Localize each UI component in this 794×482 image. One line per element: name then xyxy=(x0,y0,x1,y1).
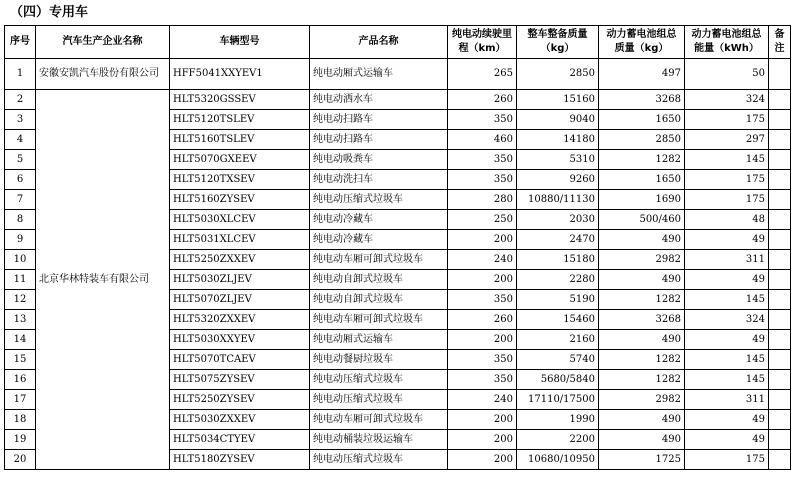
curb-mass: 2200 xyxy=(517,430,599,450)
battery-energy: 145 xyxy=(685,150,769,170)
product-name: 纯电动自卸式垃圾车 xyxy=(310,290,448,310)
product-name: 纯电动压缩式垃圾车 xyxy=(310,370,448,390)
curb-mass: 5740 xyxy=(517,350,599,370)
battery-mass: 1282 xyxy=(599,370,685,390)
header-battery-mass: 动力蓄电池组总质量（kg） xyxy=(599,26,685,59)
header-range: 纯电动续驶里程（km） xyxy=(448,26,517,59)
curb-mass: 2470 xyxy=(517,230,599,250)
range-km: 260 xyxy=(448,90,517,110)
vehicle-model: HLT5070TCAEV xyxy=(170,350,310,370)
range-km: 350 xyxy=(448,170,517,190)
range-km: 280 xyxy=(448,190,517,210)
header-row xyxy=(5,26,791,59)
range-km: 200 xyxy=(448,270,517,290)
row-number: 1 xyxy=(5,59,36,90)
battery-energy: 49 xyxy=(685,330,769,350)
note xyxy=(769,330,791,350)
row-number: 10 xyxy=(5,250,36,270)
battery-energy: 175 xyxy=(685,110,769,130)
battery-energy: 175 xyxy=(685,450,769,470)
product-name: 纯电动车厢可卸式垃圾车 xyxy=(310,410,448,430)
range-km: 200 xyxy=(448,230,517,250)
range-km: 200 xyxy=(448,410,517,430)
row-number: 19 xyxy=(5,430,36,450)
vehicle-model: HLT5320ZXXEV xyxy=(170,310,310,330)
row-number: 13 xyxy=(5,310,36,330)
battery-mass: 490 xyxy=(599,430,685,450)
battery-energy: 311 xyxy=(685,250,769,270)
curb-mass: 5190 xyxy=(517,290,599,310)
battery-mass: 1282 xyxy=(599,350,685,370)
battery-energy: 175 xyxy=(685,170,769,190)
row-number: 4 xyxy=(5,130,36,150)
battery-energy: 297 xyxy=(685,130,769,150)
vehicle-model: HLT5070GXEEV xyxy=(170,150,310,170)
range-km: 200 xyxy=(448,450,517,470)
company-name: 安徽安凯汽车股份有限公司 xyxy=(36,59,170,90)
row-number: 18 xyxy=(5,410,36,430)
table-row xyxy=(5,90,791,110)
vehicle-table xyxy=(4,25,791,470)
header-no: 序号 xyxy=(5,26,36,59)
note xyxy=(769,370,791,390)
note xyxy=(769,310,791,330)
battery-energy: 50 xyxy=(685,59,769,90)
product-name: 纯电动厢式运输车 xyxy=(310,330,448,350)
row-number: 7 xyxy=(5,190,36,210)
note xyxy=(769,290,791,310)
product-name: 纯电动车厢可卸式垃圾车 xyxy=(310,250,448,270)
note xyxy=(769,170,791,190)
header-energy: 动力蓄电池组总能量（kWh） xyxy=(685,26,769,59)
row-number: 16 xyxy=(5,370,36,390)
row-number: 9 xyxy=(5,230,36,250)
range-km: 200 xyxy=(448,430,517,450)
product-name: 纯电动吸粪车 xyxy=(310,150,448,170)
battery-mass: 490 xyxy=(599,330,685,350)
range-km: 350 xyxy=(448,150,517,170)
row-number: 15 xyxy=(5,350,36,370)
vehicle-model: HLT5320GSSEV xyxy=(170,90,310,110)
curb-mass: 15180 xyxy=(517,250,599,270)
header-product: 产品名称 xyxy=(310,26,448,59)
battery-mass: 3268 xyxy=(599,90,685,110)
vehicle-model: HLT5250ZXXEV xyxy=(170,250,310,270)
battery-mass: 2850 xyxy=(599,130,685,150)
company-name: 北京华林特装车有限公司 xyxy=(36,90,170,470)
note xyxy=(769,410,791,430)
product-name: 纯电动厢式运输车 xyxy=(310,59,448,90)
row-number: 14 xyxy=(5,330,36,350)
battery-energy: 49 xyxy=(685,270,769,290)
range-km: 350 xyxy=(448,290,517,310)
note xyxy=(769,59,791,90)
row-number: 17 xyxy=(5,390,36,410)
range-km: 350 xyxy=(448,370,517,390)
vehicle-model: HLT5160TSLEV xyxy=(170,130,310,150)
curb-mass: 9260 xyxy=(517,170,599,190)
product-name: 纯电动扫路车 xyxy=(310,130,448,150)
row-number: 2 xyxy=(5,90,36,110)
curb-mass: 2280 xyxy=(517,270,599,290)
battery-mass: 1650 xyxy=(599,110,685,130)
battery-mass: 2982 xyxy=(599,390,685,410)
vehicle-model: HLT5030ZLJEV xyxy=(170,270,310,290)
product-name: 纯电动压缩式垃圾车 xyxy=(310,390,448,410)
product-name: 纯电动洗扫车 xyxy=(310,170,448,190)
battery-mass: 1282 xyxy=(599,150,685,170)
product-name: 纯电动冷藏车 xyxy=(310,210,448,230)
battery-energy: 145 xyxy=(685,290,769,310)
product-name: 纯电动压缩式垃圾车 xyxy=(310,450,448,470)
product-name: 纯电动桶装垃圾运输车 xyxy=(310,430,448,450)
note xyxy=(769,230,791,250)
curb-mass: 15160 xyxy=(517,90,599,110)
vehicle-model: HLT5034CTYEV xyxy=(170,430,310,450)
row-number: 8 xyxy=(5,210,36,230)
product-name: 纯电动冷藏车 xyxy=(310,230,448,250)
curb-mass: 14180 xyxy=(517,130,599,150)
curb-mass: 2850 xyxy=(517,59,599,90)
vehicle-model: HFF5041XXYEV1 xyxy=(170,59,310,90)
vehicle-model: HLT5030ZXXEV xyxy=(170,410,310,430)
battery-mass: 497 xyxy=(599,59,685,90)
note xyxy=(769,210,791,230)
vehicle-model: HLT5160ZYSEV xyxy=(170,190,310,210)
row-number: 11 xyxy=(5,270,36,290)
row-number: 12 xyxy=(5,290,36,310)
product-name: 纯电动扫路车 xyxy=(310,110,448,130)
range-km: 350 xyxy=(448,110,517,130)
battery-mass: 490 xyxy=(599,270,685,290)
vehicle-model: HLT5250ZYSEV xyxy=(170,390,310,410)
product-name: 纯电动自卸式垃圾车 xyxy=(310,270,448,290)
range-km: 265 xyxy=(448,59,517,90)
battery-energy: 48 xyxy=(685,210,769,230)
battery-mass: 1690 xyxy=(599,190,685,210)
header-mass: 整车整备质量（kg） xyxy=(517,26,599,59)
vehicle-model: HLT5120TXSEV xyxy=(170,170,310,190)
vehicle-model: HLT5070ZLJEV xyxy=(170,290,310,310)
curb-mass: 2030 xyxy=(517,210,599,230)
battery-energy: 311 xyxy=(685,390,769,410)
header-model: 车辆型号 xyxy=(170,26,310,59)
row-number: 6 xyxy=(5,170,36,190)
range-km: 240 xyxy=(448,390,517,410)
curb-mass: 2160 xyxy=(517,330,599,350)
row-number: 20 xyxy=(5,450,36,470)
vehicle-model: HLT5075ZYSEV xyxy=(170,370,310,390)
vehicle-model: HLT5031XLCEV xyxy=(170,230,310,250)
battery-mass: 490 xyxy=(599,410,685,430)
battery-energy: 324 xyxy=(685,90,769,110)
table-row xyxy=(5,59,791,90)
note xyxy=(769,150,791,170)
header-note: 备注 xyxy=(769,26,791,59)
curb-mass: 17110/17500 xyxy=(517,390,599,410)
battery-mass: 1282 xyxy=(599,290,685,310)
note xyxy=(769,270,791,290)
battery-energy: 175 xyxy=(685,190,769,210)
range-km: 260 xyxy=(448,310,517,330)
battery-mass: 3268 xyxy=(599,310,685,330)
curb-mass: 10680/10950 xyxy=(517,450,599,470)
battery-energy: 324 xyxy=(685,310,769,330)
vehicle-model: HLT5030XLCEV xyxy=(170,210,310,230)
vehicle-model: HLT5120TSLEV xyxy=(170,110,310,130)
product-name: 纯电动餐厨垃圾车 xyxy=(310,350,448,370)
range-km: 250 xyxy=(448,210,517,230)
range-km: 460 xyxy=(448,130,517,150)
note xyxy=(769,130,791,150)
curb-mass: 5680/5840 xyxy=(517,370,599,390)
vehicle-model: HLT5180ZYSEV xyxy=(170,450,310,470)
product-name: 纯电动车厢可卸式垃圾车 xyxy=(310,310,448,330)
note xyxy=(769,190,791,210)
battery-energy: 49 xyxy=(685,230,769,250)
battery-mass: 490 xyxy=(599,230,685,250)
note xyxy=(769,390,791,410)
header-company: 汽车生产企业名称 xyxy=(36,26,170,59)
product-name: 纯电动压缩式垃圾车 xyxy=(310,190,448,210)
note xyxy=(769,430,791,450)
note xyxy=(769,350,791,370)
vehicle-model: HLT5030XXYEV xyxy=(170,330,310,350)
range-km: 200 xyxy=(448,330,517,350)
note xyxy=(769,90,791,110)
note xyxy=(769,110,791,130)
product-name: 纯电动洒水车 xyxy=(310,90,448,110)
battery-energy: 49 xyxy=(685,410,769,430)
row-number: 5 xyxy=(5,150,36,170)
battery-energy: 145 xyxy=(685,350,769,370)
battery-mass: 500/460 xyxy=(599,210,685,230)
curb-mass: 9040 xyxy=(517,110,599,130)
battery-mass: 1650 xyxy=(599,170,685,190)
range-km: 350 xyxy=(448,350,517,370)
battery-mass: 2982 xyxy=(599,250,685,270)
curb-mass: 5310 xyxy=(517,150,599,170)
battery-mass: 1725 xyxy=(599,450,685,470)
note xyxy=(769,250,791,270)
curb-mass: 15460 xyxy=(517,310,599,330)
curb-mass: 10880/11130 xyxy=(517,190,599,210)
note xyxy=(769,450,791,470)
battery-energy: 49 xyxy=(685,430,769,450)
row-number: 3 xyxy=(5,110,36,130)
battery-energy: 145 xyxy=(685,370,769,390)
curb-mass: 1990 xyxy=(517,410,599,430)
section-title: （四）专用车 xyxy=(10,5,89,20)
range-km: 240 xyxy=(448,250,517,270)
